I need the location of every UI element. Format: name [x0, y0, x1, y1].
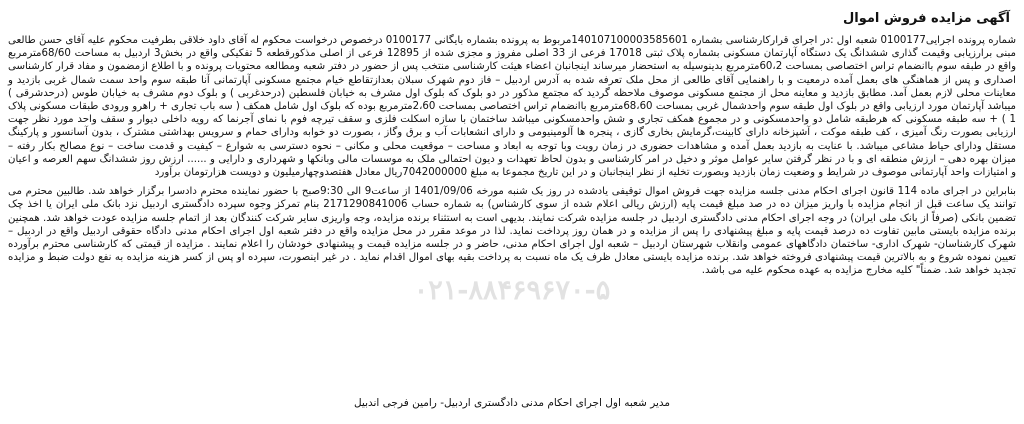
watermark-phone-number: ۰۲۱-۸۸۴۶۹۶۷۰-۵	[413, 274, 611, 306]
notice-signature: مدیر شعبه اول اجرای احکام مدنی دادگستری اردبیل- رامین فرجی اندبیل	[353, 397, 671, 409]
notice-paragraph-expert-report: شماره پرونده اجرایی0100177 شعبه اول :در اجرای قرارکارشناسی بشماره 140107100003585601مربوط به پرونده بشماره بایگانی 0100177 درخصوص درخواست محکوم له آقای داود خلاقی بطرفیت محکوم علیه آقای حسن طالعی مبنی برارزیابی وقیمت گذاری ششدانگ یک دستگاه آپارتمان مسکونی بشماره پلاک ثبتی 17018 فرعی از 33 اصلی مفروز و مجزی شده از 12895 فرعی از اصلی مذکورقطعه 5 تفکیکی واقع در بخش3 اردبیل به مساحت 68/60مترمربع واقع در طبقه سوم باانضمام تراس اختصاصی بمساحت 60،2مترمربع بدینوسیله به استحضار میرساند اینجانبان اعضاء هیئت کارشناسی منتخب پس از حضور در دفتر شعبه ومطالعه محتویات پرونده و با اطلاع ازمضمون و مفاد قرار کارشناسی اصداری و پس از هماهنگی های بعمل آمده درمعیت و با راهنمایی آقای طالعی از محل ملک تعرفه شده به آدرس اردبیل – فاز دوم شهرک سبلان بعدازتقاطع خیام مجتمع مسکونی آپارتمانی آنا طبقه سوم واحد سمت شمال غربی بازدید و معاینات محلی لازم بعمل آمد. مطابق بازدید و معاینه محل از مجتمع مسکونی موصوف ملاحظه گردید که مجتمع مذکور در دو بلوک که بلوک اول مشرف به خیابان فلسطین (درحدغربی ) و بلوک دوم مشرف به خیابان طوس (درحدشرقی ) میباشد آپارتمان مورد ارزیابی واقع در بلوک اول طبقه سوم واحدشمال غربی بمساحت 68،60مترمربع باانضمام تراس اختصاصی بمساحت 2،60مترمربع بوده که بلوک اول شامل همکف ( سه باب تجاری + راهرو ورودی طبقات مسکونی پلاک 1 ) + سه طبقه مسکونی که هرطبقه شامل دو واحدمسکونی و در مجموع همکف تجاری و شش واحدمسکونی میباشد ساختمان با سازه اسکلت فلزی و سقف تیرچه فوم با نمای آجرنما که رویه داخلی دیوار و سقف واحد مورد نظر جهت ارزیابی بصورت رنگ آمیزی ، کف طبقه موکت ، آشپزخانه دارای کابینت،گرمایش بخاری گازی ، پنجره ها آلومینیومی و دارای انشعابات آب و برق وگاز ، بصورت دو خوابه ودارای حمام و سرویس بهداشتی مشترک ، بدون آسانسور و پارکینگ مستقل ودارای حیاط مشاعی میباشد. با عنایت به بازدید بعمل آمده و مشاهدات حضوری در زمان رویت وبا توجه به ابعاد و مساحت – موقعیت محلی و مکانی – نحوه دسترسی به شوارع – کیفیت و قدمت ساخت – نوع مصالح بکار رفته – میزان بهره دهی – ارزش منطقه ای و با در نظر گرفتن سایر عوامل موثر و دخیل در امر کارشناسی و بدون لحاظ تعهدات و دیون احتمالی ملک به موسسات مالی وبانکها و شهرداری و دارایی و ...... ارزش روز ششدانگ سهم العرصه و اعیان و امتیازات واحد آپارتمانی موصوف در شرایط و وضعیت زمان بازدید وبصورت تخلیه از نظر اینجانبان و در این تاریخ مجموعا به مبلغ 7042000000ریال معادل هفتصدوچهارمیلیون و دویست هزارتومان برآورد	[8, 35, 1017, 179]
notice-paragraph-auction-terms: بنابراین در اجرای ماده 114 قانون اجرای احکام مدنی جلسه مزایده جهت فروش اموال توقیفی یادشده در روز یک شنبه مورخه 1401/09/06 از ساعت9 الی 9:30صبح با حضور نماینده محترم دادسرا برگزار خواهد شد. طالبین محترم می توانند یک ساعت قبل از انجام مزایده با واریز میزان ده در صد مبلغ قیمت پایه (ارزش ریالی اعلام شده از سوی کارشناس) به شماره حساب 2171290841006 بنام تمرکز وجوه سپرده دادگستری اردبیل نزد بانک ملی ایران یا اخذ چک تضمین بانکی (صرفاً از بانک ملی ایران) در وجه اجرای احکام مدنی دادگستری اردبیل در جلسه مزایده شرکت نمایند. بدیهی است به استثناء برنده مزایده، وجه واریزی سایر شرکت کنندگان بعد از اتمام جلسه مزایده عودت خواهد شد. همچنین برنده مزایده بایستی مابین تفاوت ده درصد قیمت پایه و مبلغ پیشنهادی را پس از مزایده و در همان روز پرداخت نماید. لذا در موعد مقرر در محل مزایده واقع در دفتر شعبه اول اجرای احکام مدنی دادگاه حقوقی اردبیل واقع در اردبیل – شهرک کارشناسان- شهرک اداری- ساختمان دادگاههای عمومی وانقلاب شهرستان اردبیل – شعبه اول اجرای احکام مدنی، حاضر و در جلسه مزایده قیمت و پیشنهادی خودشان را اعلام نمایند . مزایده از قیمتی که کارشناسی محترم برآورده تعیین نموده شروع و به بالاترین قیمت پیشنهادی فروخته خواهد شد. برنده مزایده بایستی معادل ظرف یک ماه نسبت به پرداخت بقیه بهای اموال اقدام نماید . در غیر اینصورت، سپرده او پس از کسر هزینه مزایده به نفع دولت ضبط و مزایده تجدید خواهد شد. ضمناً" کلیه مخارج مزایده به عهده محکوم علیه می باشد.	[8, 186, 1017, 277]
notice-title: آگهی مزایده فروش اموال	[843, 11, 1010, 26]
